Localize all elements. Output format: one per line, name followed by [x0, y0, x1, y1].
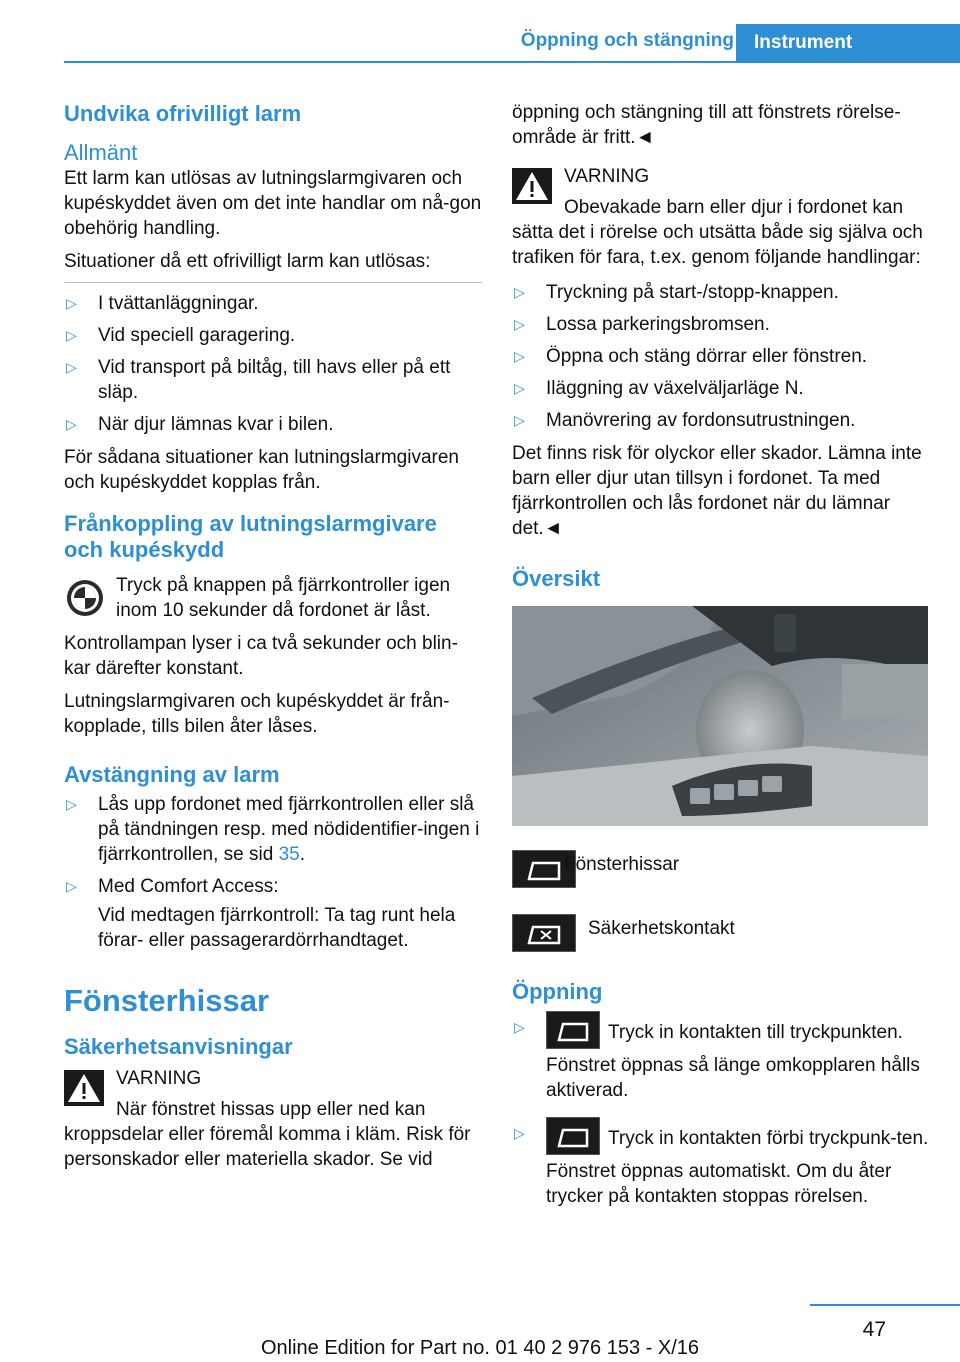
door-panel-photo [512, 606, 928, 826]
triangle-bullet-icon: ▷ [514, 380, 525, 396]
header-section-title: Öppning och stängning [520, 30, 734, 51]
triangle-bullet-icon: ▷ [66, 327, 77, 343]
warning-text-rest: kroppsdelar eller föremål komma i kläm. Risk för personskador eller materiella skador. Se vid [64, 1124, 471, 1170]
legend-row-safety [512, 908, 930, 964]
list-item: ▷ Vid speciell garagering. [66, 325, 296, 346]
list-item: ▷ Manövrering av fordonsutrustningen. [514, 410, 856, 431]
heading-oppning: Öppning [512, 979, 603, 1004]
paragraph-continued: öppning och stängning till att fönstrets rörelse‐område är fritt.◄ [512, 102, 901, 148]
warning-text-line1: Obevakade barn eller djur i fordonet kan [564, 197, 904, 218]
footer-edition: Online Edition for Part no. 01 40 2 976 153 - X/16 [260, 1337, 700, 1359]
warning-triangle-icon [512, 168, 552, 204]
triangle-bullet-icon: ▷ [66, 295, 77, 311]
heading-frankoppling: Frånkoppling av lutningslarmgivare och kupéskydd [64, 511, 437, 562]
heading-oversikt: Översikt [512, 566, 601, 591]
heading-undvika: Undvika ofrivilligt larm [64, 101, 302, 126]
paragraph-fran-kopplade: Lutningslarmgivaren och kupéskyddet är från‐kopplade, tills bilen åter låses. [64, 691, 450, 737]
safety-switch-icon [512, 914, 576, 952]
triangle-bullet-icon: ▷ [66, 359, 77, 375]
triangle-bullet-icon: ▷ [514, 316, 525, 332]
remote-instruction-text: Tryck på knappen på fjärrkontroller igen inom 10 sekunder då fordonet är låst. [116, 575, 451, 621]
oppning-list [512, 1011, 930, 1209]
risk-list [512, 280, 930, 433]
window-switch-icon [546, 1117, 600, 1155]
triangle-bullet-icon: ▷ [66, 416, 77, 432]
triangle-bullet-icon: ▷ [514, 348, 525, 364]
list-item-sub: Vid medtagen fjärrkontroll: Ta tag runt hela förar- eller passagerardörrhandtaget. [98, 905, 456, 951]
list-item: ▷ Iläggning av växelväljarläge N. [514, 378, 804, 399]
page-number: 47 [862, 1318, 886, 1341]
list-item: ▷ När djur lämnas kvar i bilen. [66, 414, 334, 435]
right-column [512, 100, 930, 1217]
list-item: ▷ Vid transport på biltåg, till havs eller på ett släp. [66, 357, 451, 403]
warning-triangle-icon [64, 1070, 104, 1106]
warning-block [64, 1066, 482, 1172]
warning-title: VARNING [564, 166, 650, 187]
list-item: ▷ Tryckning på start-/stopp-knappen. [514, 282, 839, 303]
list-item: ▷ Lossa parkeringsbromsen. [514, 314, 770, 335]
warning-title: VARNING [116, 1068, 202, 1089]
bmw-remote-button-icon [66, 579, 104, 617]
avstangning-list [64, 792, 482, 953]
list-item: ▷ Tryck in kontakten till tryckpunkten. Fönstret öppnas så länge omkopplaren hålls aktiverad. [512, 1011, 930, 1103]
list-item: ▷ Tryck in kontakten förbi tryckpunk‐ten. Fönstret öppnas automatiskt. Om du åter trycker på kontakten stoppas rörelsen. [512, 1117, 930, 1209]
list-item: ▷ Lås upp fordonet med fjärrkontrollen eller slå på tändningen resp. med nödidentifier‐ingen i fjärrkontrollen, se sid 35. [66, 794, 480, 865]
situation-list [64, 291, 482, 437]
divider [64, 282, 482, 283]
legend-row-window [512, 844, 930, 900]
footer-rule [810, 1304, 960, 1306]
warning-text-line1: När fönstret hissas upp eller ned kan [116, 1099, 426, 1120]
triangle-bullet-icon: ▷ [514, 1125, 525, 1141]
heading-avstangning: Avstängning av larm [64, 762, 280, 787]
triangle-bullet-icon: ▷ [514, 284, 525, 300]
list-item-sub: Fönstret öppnas automatiskt. Om du åter trycker på kontakten stoppas rörelsen. [546, 1161, 892, 1207]
triangle-bullet-icon: ▷ [66, 878, 77, 894]
page-header [0, 0, 960, 62]
heading-allmant: Allmänt [64, 140, 138, 165]
left-column [64, 100, 482, 1172]
remote-instruction [64, 573, 482, 623]
page-link-35[interactable]: 35 [278, 844, 300, 865]
paragraph-kontrollampan: Kontrollampan lyser i ca två sekunder och blin‐kar därefter konstant. [64, 633, 458, 679]
list-item: ▷ I tvättanläggningar. [66, 293, 259, 314]
heading-fonsterhissar: Fönsterhissar [64, 983, 270, 1018]
paragraph-situationer: Situationer då ett ofrivilligt larm kan utlösas: [64, 251, 431, 272]
triangle-bullet-icon: ▷ [514, 412, 525, 428]
paragraph-risk: Det finns risk för olyckor eller skador. Lämna inte barn eller djur utan tillsyn i fordonet. Ta med fjärrkontrollen och lås fordonet när du lämnar det.◄ [512, 443, 922, 539]
header-chapter-tab [736, 24, 960, 62]
legend-label-window: Fönsterhissar [564, 854, 680, 875]
paragraph-allmant: Ett larm kan utlösas av lutningslarmgivaren och kupéskyddet även om det inte handlar om nå‐gon obehörig handling. [64, 168, 482, 239]
list-item: ▷ Öppna och stäng dörrar eller fönstren. [514, 346, 868, 367]
header-chapter-label: Instrument [754, 32, 853, 53]
triangle-bullet-icon: ▷ [514, 1019, 525, 1035]
window-switch-icon [546, 1011, 600, 1049]
header-rule [64, 61, 960, 63]
warning-text-rest: sätta det i rörelse och utsätta både sig själva och trafiken för fara, t.ex. genom följande handlingar: [512, 222, 923, 268]
list-item: ▷ Med Comfort Access: Vid medtagen fjärrkontroll: Ta tag runt hela förar- eller passagerardörrhandtaget. [64, 874, 482, 953]
list-item-sub: Fönstret öppnas så länge omkopplaren hålls aktiverad. [546, 1055, 920, 1101]
paragraph-sadana: För sådana situationer kan lutningslarmgivaren och kupéskyddet kopplas från. [64, 447, 459, 493]
legend-label-safety: Säkerhetskontakt [588, 918, 735, 939]
warning-block [512, 164, 930, 270]
triangle-bullet-icon: ▷ [66, 796, 77, 812]
heading-sakerhetsanvisningar: Säkerhetsanvisningar [64, 1034, 293, 1059]
